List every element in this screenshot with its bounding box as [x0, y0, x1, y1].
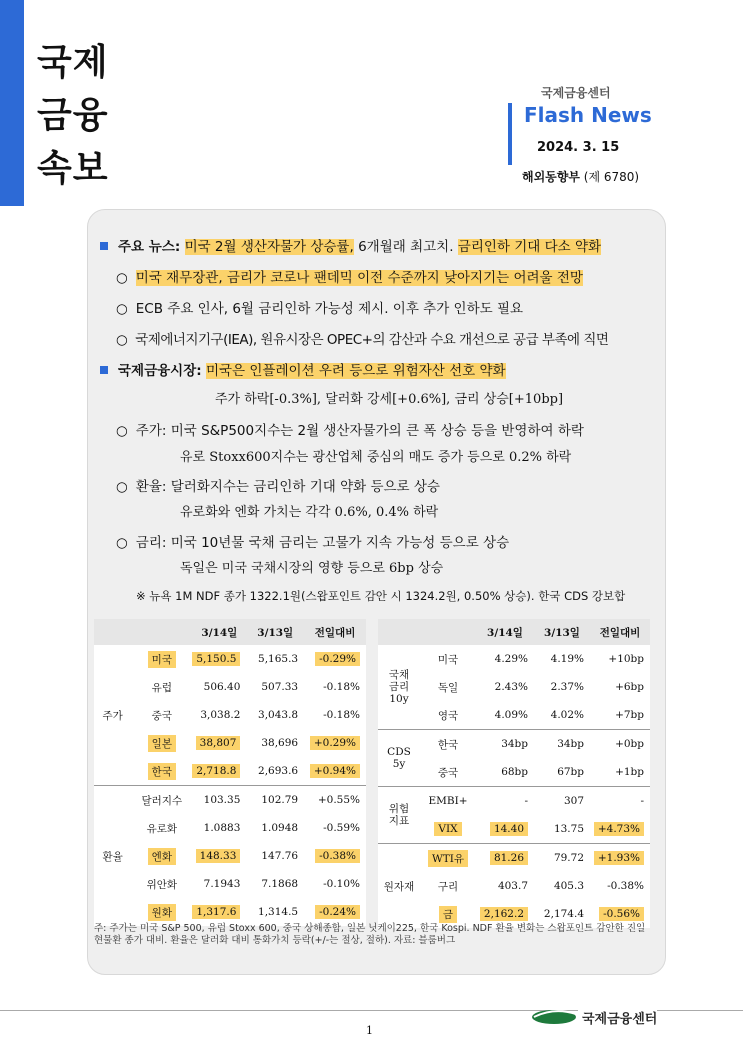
cell-value: +0.94%	[310, 764, 360, 778]
table-row	[378, 787, 650, 816]
footer-logo-text: 국제금융센터	[578, 1008, 657, 1027]
group-label-fx: 환율	[94, 786, 131, 927]
circle-bullet-icon: ○	[116, 332, 128, 348]
flash-news-title: Flash News	[524, 103, 652, 127]
row-name: 영국	[437, 709, 459, 722]
cell-value: 38,696	[261, 737, 299, 749]
rates-text: 금리: 미국 10년물 국채 금리는 고물가 지속 가능성 등으로 상승	[135, 535, 510, 551]
cell-value: 2,693.6	[258, 765, 299, 777]
group-label-commodities: 원자재	[378, 844, 420, 929]
title-line-3: 속보	[37, 148, 109, 189]
cell-value: 2,174.4	[543, 908, 584, 920]
report-title	[37, 36, 109, 195]
department-name: 해외동향부	[522, 170, 580, 184]
cell-value: 79.72	[534, 844, 590, 873]
cell-value: 1.0883	[203, 822, 241, 834]
cell-value: 4.19%	[550, 653, 584, 665]
main-news-text: 6개월래 최고치.	[353, 239, 454, 255]
market-summary-line	[100, 359, 506, 379]
circle-bullet-icon: ○	[116, 270, 128, 286]
row-name: 일본	[148, 735, 176, 752]
table-row	[94, 729, 366, 757]
cell-value: 81.26	[490, 851, 528, 865]
cell-value: 103.35	[192, 786, 246, 815]
cell-value: +10bp	[608, 653, 644, 665]
row-name: WTI유	[428, 850, 468, 867]
table-footnote: 주: 주가는 미국 S&P 500, 유럽 Stoxx 600, 중국 상해종합, 일본 닛케이225, 한국 Kospi. NDF 환율 변화는 스왑포인트 감안한 진일 현물환 종가 대비. 환율은 달러화 대비 통화가치 등락(+/-는 절상, 절하). 자료: 블룸버그	[94, 923, 646, 946]
table-row	[94, 870, 366, 898]
cell-value: 5,165.3	[258, 653, 299, 665]
cell-value: 148.33	[196, 849, 241, 863]
news-item-2	[116, 297, 523, 317]
cell-value: 38,807	[196, 736, 241, 750]
stocks-detail: 유로 Stoxx600지수는 광산업체 중심의 매도 증가 등으로 0.2% 하락	[180, 450, 572, 465]
flash-accent-bar	[508, 103, 512, 165]
center-name: 국제금융센터	[541, 86, 611, 100]
cell-value: 67bp	[557, 766, 584, 778]
table-row	[94, 673, 366, 701]
row-name: EMBI+	[420, 787, 476, 816]
title-line-2: 금융	[37, 95, 109, 136]
cell-value: 3,043.8	[258, 709, 299, 721]
col-header: 3/14일	[476, 619, 534, 645]
cell-value: 13.75	[553, 823, 584, 835]
stocks-line	[116, 419, 584, 439]
cell-value: 147.76	[261, 850, 299, 862]
col-header: 전일대비	[304, 619, 366, 645]
cell-value: 1,314.5	[258, 906, 299, 918]
main-news-highlight-1: 미국 2월 생산자물가 상승률,	[184, 239, 354, 255]
cell-value: -0.18%	[323, 709, 360, 721]
row-name: 중국	[151, 709, 172, 722]
table-row	[94, 898, 366, 926]
market-summary-detail: 주가 하락[-0.3%], 달러화 강세[+0.6%], 금리 상승[+10bp]	[215, 392, 564, 407]
cell-value: -0.10%	[323, 878, 360, 890]
col-header: 3/13일	[246, 619, 304, 645]
group-label-bonds: 국채 금리 10y	[388, 669, 410, 705]
cell-value: +4.73%	[594, 822, 644, 836]
cell-value: -0.38%	[315, 849, 360, 863]
news-item-1	[116, 266, 583, 286]
circle-bullet-icon: ○	[116, 301, 128, 317]
cell-value: 4.29%	[494, 653, 528, 665]
cell-value: 5,150.5	[192, 652, 240, 666]
row-name: 위안화	[146, 878, 178, 891]
table-row	[378, 844, 650, 873]
group-label-stocks: 주가	[102, 709, 123, 722]
cell-value: +0.55%	[304, 786, 366, 815]
cell-value: 507.33	[261, 681, 299, 693]
left-market-table	[94, 619, 366, 926]
issue-number: (제 6780)	[583, 170, 640, 184]
cell-value: +7bp	[615, 709, 644, 721]
table-row	[378, 730, 650, 759]
cell-value: 7.1868	[261, 878, 299, 890]
cell-value: -0.56%	[599, 907, 644, 921]
table-row	[94, 814, 366, 842]
cell-value: -0.18%	[323, 681, 360, 693]
cell-value: 14.40	[490, 822, 528, 836]
table-row	[94, 701, 366, 729]
report-date: 2024. 3. 15	[537, 140, 620, 155]
news-item-3	[116, 328, 608, 348]
cell-value: 405.3	[553, 880, 584, 892]
group-label-cds: CDS 5y	[378, 730, 420, 787]
cell-value: -0.59%	[323, 822, 360, 834]
cell-value: +1bp	[615, 766, 644, 778]
col-header: 3/14일	[192, 619, 246, 645]
left-accent-bar	[0, 0, 24, 206]
cell-value: 4.09%	[494, 709, 528, 721]
main-news-highlight-2: 금리인하 기대 다소 약화	[457, 239, 602, 255]
cell-value: -	[476, 787, 534, 816]
cell-value: 2.37%	[550, 681, 584, 693]
table-row	[94, 757, 366, 786]
ndf-note: ※ 뉴욕 1M NDF 종가 1322.1원(스왑포인트 감안 시 1324.2원, 0.50% 상승). 한국 CDS 강보합	[136, 589, 626, 603]
news-item-2-text: ECB 주요 인사, 6월 금리인하 가능성 제시. 이후 추가 인하도 필요	[135, 301, 524, 317]
stocks-text: 주가: 미국 S&P500지수는 2월 생산자물가의 큰 폭 상승 등을 반영하여 하락	[135, 423, 584, 439]
table-row	[94, 842, 366, 870]
row-name: 원화	[148, 904, 176, 921]
table-row	[378, 645, 650, 673]
cell-value: 34bp	[476, 730, 534, 759]
cell-value: -	[590, 787, 650, 816]
cell-value: 307	[534, 787, 590, 816]
cell-value: 7.1943	[203, 878, 241, 890]
cell-value: 1.0948	[261, 822, 299, 834]
title-line-1: 국제	[37, 42, 109, 83]
circle-bullet-icon: ○	[116, 479, 128, 495]
cell-value: 2,718.8	[192, 764, 240, 778]
main-news-label: 주요 뉴스:	[118, 239, 181, 255]
main-news-line	[100, 235, 601, 255]
news-item-1-text: 미국 재무장관, 금리가 코로나 팬데믹 이전 수준까지 낮아지기는 어려울 전망	[135, 270, 583, 286]
right-market-table	[378, 619, 650, 928]
cell-value: 506.40	[203, 681, 241, 693]
cell-value: -0.29%	[315, 652, 360, 666]
row-name: 달러지수	[131, 786, 192, 815]
table-row	[94, 786, 366, 815]
market-summary-label: 국제금융시장:	[118, 363, 202, 379]
cell-value: +1.93%	[594, 851, 644, 865]
row-name: 금	[439, 906, 457, 923]
cell-value: +0.29%	[310, 736, 360, 750]
row-name: 독일	[437, 681, 459, 694]
page-number: 1	[366, 1024, 373, 1037]
square-bullet-icon	[100, 242, 108, 250]
cell-value: 2.43%	[494, 681, 528, 693]
fx-detail: 유로화와 엔화 가치는 각각 0.6%, 0.4% 하락	[180, 505, 439, 520]
kcif-logo-icon	[530, 1005, 578, 1027]
cell-value: 68bp	[501, 766, 528, 778]
row-name: 한국	[420, 730, 476, 759]
col-header: 3/13일	[534, 619, 590, 645]
table-row	[94, 645, 366, 673]
row-name: 미국	[437, 653, 459, 666]
rates-line	[116, 531, 509, 551]
cell-value: 34bp	[534, 730, 590, 759]
cell-value: 403.7	[497, 880, 528, 892]
cell-value: +0bp	[590, 730, 650, 759]
fx-text: 환율: 달러화지수는 금리인하 기대 약화 등으로 상승	[135, 479, 440, 495]
cell-value: -0.38%	[607, 880, 644, 892]
department	[522, 168, 639, 185]
fx-line	[116, 475, 440, 495]
circle-bullet-icon: ○	[116, 535, 128, 551]
row-name: 미국	[148, 651, 176, 668]
row-name: 유럽	[151, 681, 172, 694]
cell-value: -0.24%	[315, 905, 360, 919]
col-header: 전일대비	[590, 619, 650, 645]
row-name: VIX	[434, 822, 461, 836]
row-name: 중국	[437, 766, 459, 779]
rates-detail: 독일은 미국 국채시장의 영향 등으로 6bp 상승	[180, 561, 444, 576]
group-label-risk: 위험 지표	[378, 787, 420, 844]
news-item-3-text: 국제에너지기구(IEA), 원유시장은 OPEC+의 감산과 수요 개선으로 공급 부족에 직면	[135, 332, 609, 348]
row-name: 구리	[437, 880, 459, 893]
market-summary-highlight: 미국은 인플레이션 우려 등으로 위험자산 선호 약화	[205, 363, 506, 379]
table-header-row	[94, 619, 366, 645]
row-name: 엔화	[148, 848, 176, 865]
cell-value: 102.79	[246, 786, 304, 815]
cell-value: 3,038.2	[200, 709, 241, 721]
circle-bullet-icon: ○	[116, 423, 128, 439]
cell-value: +6bp	[615, 681, 644, 693]
square-bullet-icon	[100, 366, 108, 374]
cell-value: 4.02%	[550, 709, 584, 721]
table-header-row	[378, 619, 650, 645]
cell-value: 2,162.2	[480, 907, 528, 921]
cell-value: 1,317.6	[192, 905, 240, 919]
row-name: 한국	[148, 763, 176, 780]
row-name: 유로화	[146, 822, 178, 835]
